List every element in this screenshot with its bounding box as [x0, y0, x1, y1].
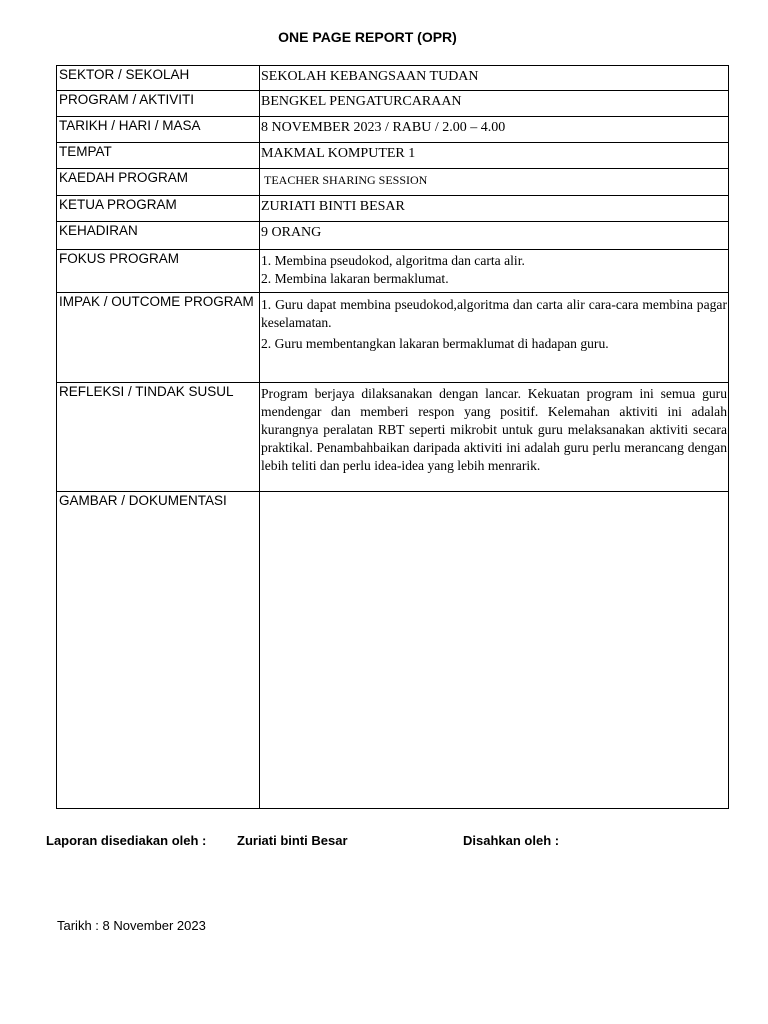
row-value-refleksi	[260, 383, 729, 492]
approved-by-label: Disahkan oleh :	[463, 833, 560, 848]
row-label-kehadiran: KEHADIRAN	[57, 222, 260, 250]
table-row	[57, 117, 729, 143]
table-row	[57, 91, 729, 117]
table-row	[57, 383, 729, 492]
row-label-kaedah: KAEDAH PROGRAM	[57, 169, 260, 196]
impak-line-2: 2. Guru membentangkan lakaran bermaklumat di hadapan guru.	[261, 336, 609, 351]
table-row	[57, 169, 729, 196]
row-value-kaedah: TEACHER SHARING SESSION	[260, 169, 729, 196]
row-value-sektor: SEKOLAH KEBANGSAAN TUDAN	[260, 66, 729, 91]
row-value-fokus	[260, 250, 729, 293]
row-value-impak	[260, 293, 729, 383]
row-value-program: BENGKEL PENGATURCARAAN	[260, 91, 729, 117]
table-row	[57, 143, 729, 169]
row-label-sektor: SEKTOR / SEKOLAH	[57, 66, 260, 91]
report-title: ONE PAGE REPORT (OPR)	[278, 29, 457, 45]
row-label-fokus: FOKUS PROGRAM	[57, 250, 260, 293]
table-row	[57, 250, 729, 293]
table-row	[57, 66, 729, 91]
report-table	[56, 65, 729, 809]
table-row	[57, 293, 729, 383]
prepared-by-label: Laporan disediakan oleh :	[46, 833, 207, 848]
impak-line-1: 1. Guru dapat membina pseudokod,algoritma dan carta alir cara-cara membina pagar keselamatan.	[261, 297, 727, 330]
row-label-impak: IMPAK / OUTCOME PROGRAM	[57, 293, 260, 383]
row-label-program: PROGRAM / AKTIVITI	[57, 91, 260, 117]
row-value-gambar	[260, 492, 729, 809]
row-label-gambar: GAMBAR / DOKUMENTASI	[57, 492, 260, 809]
table-row	[57, 222, 729, 250]
table-row	[57, 492, 729, 809]
row-label-ketua: KETUA PROGRAM	[57, 196, 260, 222]
row-value-tarikh: 8 NOVEMBER 2023 / RABU / 2.00 – 4.00	[260, 117, 729, 143]
row-label-tarikh: TARIKH / HARI / MASA	[57, 117, 260, 143]
fokus-line-2: 2. Membina lakaran bermaklumat.	[261, 271, 449, 286]
row-label-tempat: TEMPAT	[57, 143, 260, 169]
table-row	[57, 196, 729, 222]
fokus-line-1: 1. Membina pseudokod, algoritma dan carta alir.	[261, 253, 525, 268]
row-value-kehadiran: 9 ORANG	[260, 222, 729, 250]
date-line: Tarikh : 8 November 2023	[57, 918, 206, 933]
row-label-refleksi: REFLEKSI / TINDAK SUSUL	[57, 383, 260, 492]
prepared-by-name: Zuriati binti Besar	[237, 833, 348, 848]
row-value-ketua: ZURIATI BINTI BESAR	[260, 196, 729, 222]
refleksi-text: Program berjaya dilaksanakan dengan lancar. Kekuatan program ini semua guru mendengar dan memberi respon yang positif. Kelemahan aktiviti ini adalah kurangnya peralatan RBT seperti mikrobit untuk guru melaksanakan aktiviti secara praktikal. Penambahbaikan daripada aktiviti ini adalah guru perlu merancang dengan lebih teliti dan perlu idea-idea yang lebih menrarik.	[261, 386, 727, 473]
row-value-tempat: MAKMAL KOMPUTER 1	[260, 143, 729, 169]
